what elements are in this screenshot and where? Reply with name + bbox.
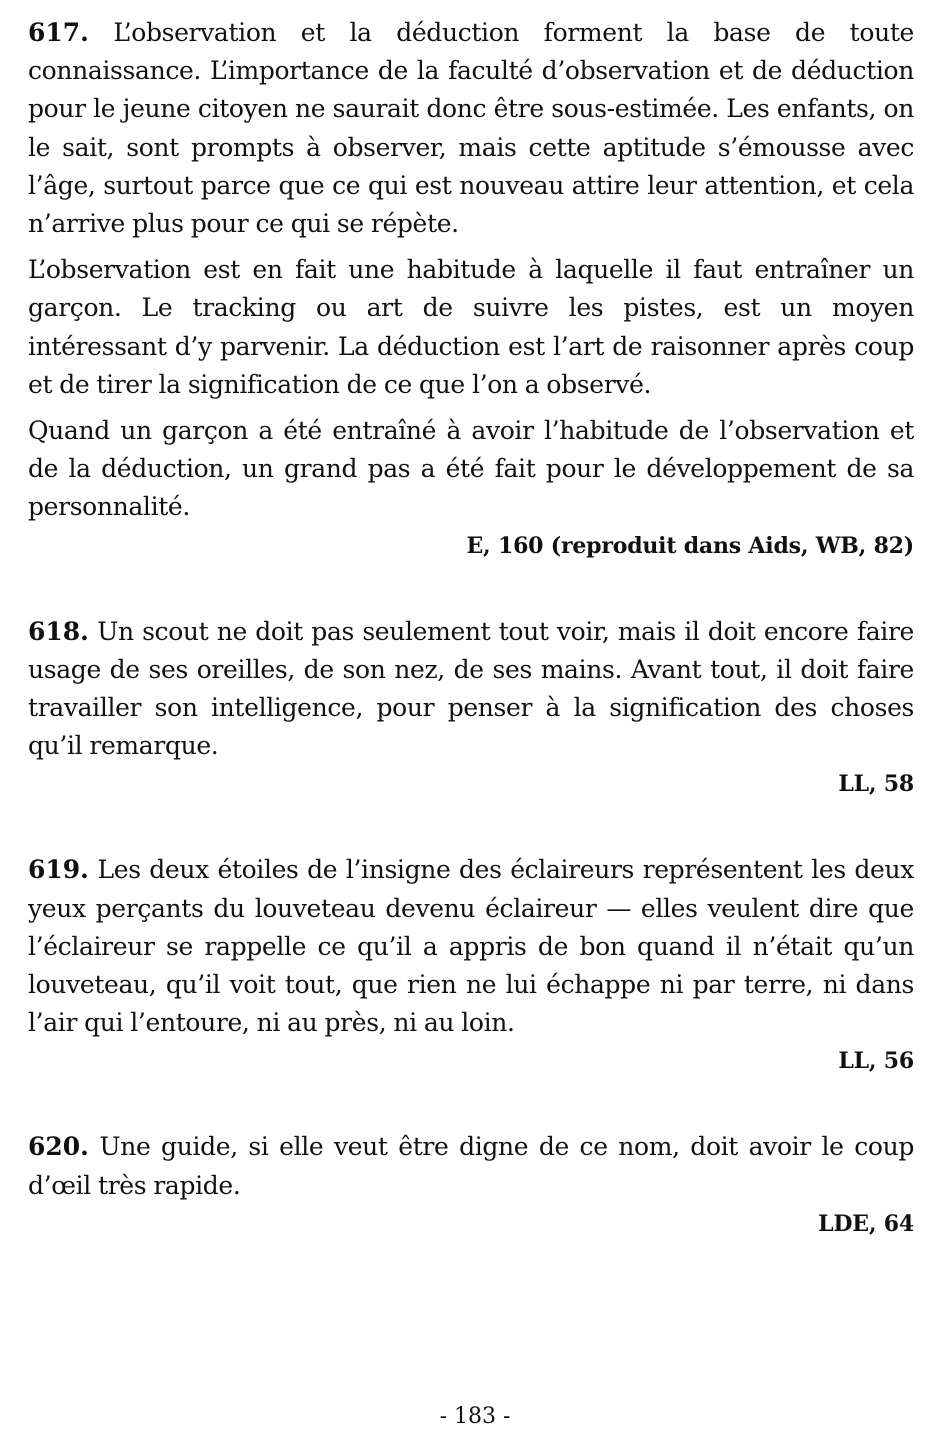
entry-number: 619. bbox=[28, 855, 89, 885]
entry-number: 620. bbox=[28, 1132, 89, 1162]
source-reference: LDE, 64 bbox=[818, 1210, 914, 1237]
paragraph-text: L’observation et la déduction forment la base de toute connaissance. L’importance de la faculté d’observation et de déduction pour le jeune citoyen ne saurait donc être sous-estimée. Les enfants, on le sait, sont prompts à observer, mais cette aptitude s’émousse avec l’âge, surtout parce que ce qui est nouveau attire leur attention, et cela n’arrive plus pour ce qui se répète. bbox=[28, 18, 914, 239]
entry-619 bbox=[28, 851, 914, 1076]
entry-paragraph bbox=[28, 1128, 914, 1204]
paragraph-text: Quand un garçon a été entraîné à avoir l’habitude de l’observation et de la déduction, un grand pas a été fait pour le développement de sa personnalité. bbox=[28, 416, 914, 522]
source-reference: E, 160 (reproduit dans Aids, WB, 82) bbox=[466, 532, 914, 559]
page-number: - 183 - bbox=[439, 1404, 511, 1429]
entry-paragraph bbox=[28, 613, 914, 766]
entry-paragraph bbox=[28, 251, 914, 404]
entry-paragraph bbox=[28, 14, 914, 243]
entry-618 bbox=[28, 613, 914, 800]
entry-paragraph bbox=[28, 851, 914, 1042]
paragraph-text: L’observation est en fait une habitude à laquelle il faut entraîner un garçon. Le tracking ou art de suivre les pistes, est un moyen intéressant d’y parvenir. La déduction est l’art de raisonner après coup et de tirer la signification de ce que l’on a observé. bbox=[28, 255, 914, 399]
entry-number: 617. bbox=[28, 18, 89, 47]
page-content bbox=[28, 14, 914, 1239]
entry-620 bbox=[28, 1128, 914, 1238]
entry-number: 618. bbox=[28, 616, 89, 646]
paragraph-text: Une guide, si elle veut être digne de ce nom, doit avoir le coup d’œil très rapide. bbox=[28, 1132, 914, 1200]
paragraph-text: Un scout ne doit pas seulement tout voir, mais il doit encore faire usage de ses oreilles, de son nez, de ses mains. Avant tout, il doit faire travailler son intelligence, pour penser à la signification des choses qu’il remarque. bbox=[28, 616, 914, 761]
source-reference: LL, 56 bbox=[838, 1048, 914, 1075]
paragraph-text: Les deux étoiles de l’insigne des éclaireurs représentent les deux yeux perçants du louveteau devenu éclaireur — elles veulent dire que l’éclaireur se rappelle ce qu’il a appris de bon quand il n’était qu’un louveteau, qu’il voit tout, que rien ne lui échappe ni par terre, ni dans l’air qui l’entoure, ni au près, ni au loin. bbox=[28, 855, 914, 1038]
entry-617 bbox=[28, 14, 914, 561]
source-reference: LL, 58 bbox=[838, 771, 914, 798]
entry-paragraph bbox=[28, 412, 914, 527]
